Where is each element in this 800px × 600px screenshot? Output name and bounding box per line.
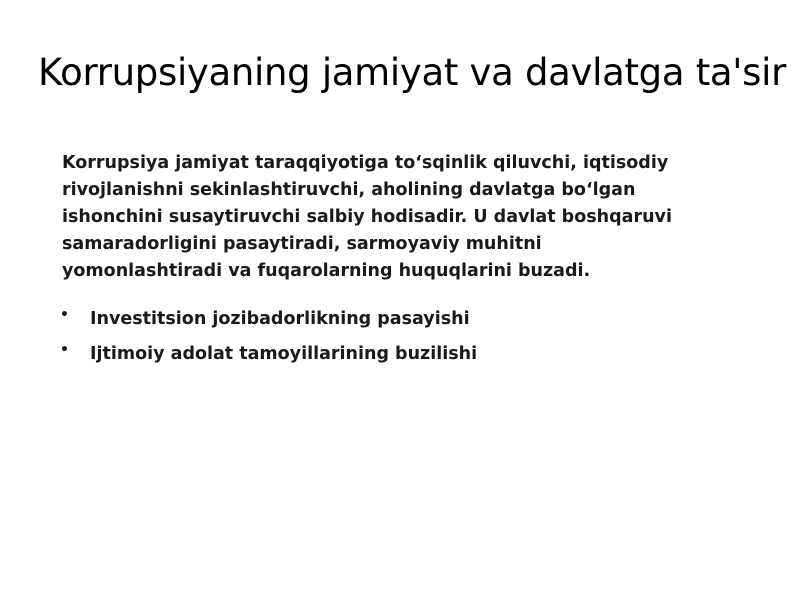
bullet-text: Ijtimoiy adolat tamoyillarining buzilishi	[90, 344, 478, 364]
bullet-item	[62, 307, 702, 331]
bullet-list	[62, 307, 702, 366]
bullet-dot-icon: •	[60, 342, 69, 358]
slide-title: Korrupsiyaning jamiyat va davlatga ta'sir	[38, 51, 787, 94]
slide-body	[62, 150, 702, 377]
bullet-text: Investitsion jozibadorlikning pasayishi	[90, 309, 470, 329]
bullet-dot-icon: •	[60, 307, 69, 323]
bullet-item	[62, 342, 702, 366]
lead-paragraph: Korrupsiya jamiyat taraqqiyotiga to‘sqinlik qiluvchi, iqtisodiy rivojlanishni sekinlashtiruvchi, aholining davlatga bo‘lgan ishonchini susaytiruvchi salbiy hodisadir. U davlat boshqaruvi samaradorligini pasaytiradi, sarmoyaviy muhitni yomonlashtiradi va fuqarolarning huquqlarini buzadi.	[62, 153, 672, 281]
